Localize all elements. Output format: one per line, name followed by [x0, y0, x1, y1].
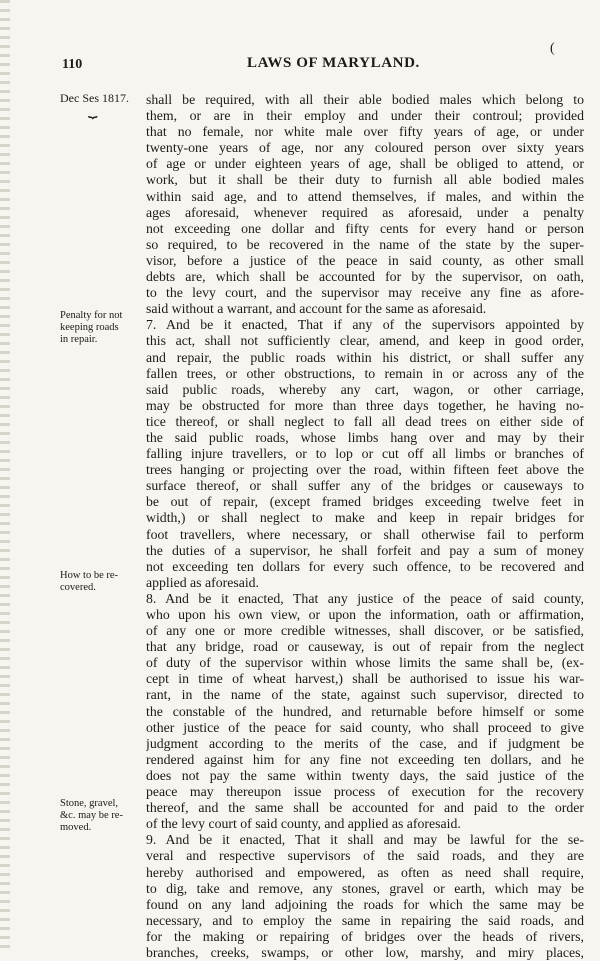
- text-line: for the making or repairing of bridges over the heads of rivers,: [146, 928, 584, 944]
- text-line: of duty of the supervisor within whose limits the same shall be, (ex-: [146, 655, 584, 671]
- text-line: foot travellers, where necessary, or shall otherwise fail to perform: [146, 526, 584, 542]
- margin-note-line: covered.: [60, 582, 96, 593]
- text-line: tice thereof, or shall neglect to fall all dead trees on either side of: [146, 413, 584, 429]
- margin-note-line: Stone, gravel,: [60, 798, 119, 809]
- text-line: to dig, take and remove, any stones, gravel or earth, which may be: [146, 880, 584, 896]
- binding-edge: [0, 0, 10, 951]
- text-line: 7. And be it enacted, That if any of the supervisors appointed by: [146, 317, 584, 333]
- text-line: and repair, the public roads within his district, or shall suffer any: [146, 349, 584, 365]
- text-line: to the levy court, and the supervisor may receive any fine as afore-: [146, 285, 584, 301]
- text-line: judgment according to the merits of the case, and if judgment be: [146, 735, 584, 751]
- text-line: that no female, nor white male over fifty years of age, or under: [146, 124, 584, 140]
- margin-note-line: Penalty for not: [60, 310, 123, 321]
- text-line: other justice of the peace for said county, who shall proceed to give: [146, 719, 584, 735]
- text-line: 8. And be it enacted, That any justice of the peace of said county,: [146, 590, 584, 606]
- text-line: so required, to be recovered in the name of the state by the super-: [146, 236, 584, 252]
- text-line: this act, shall not sufficiently clear, amend, and keep in good order,: [146, 333, 584, 349]
- text-line: not exceeding ten dollars for every such offence, to be recovered and: [146, 558, 584, 574]
- text-line: surface thereof, or shall suffer any of the bridges or causeways to: [146, 478, 584, 494]
- corner-mark: (: [550, 41, 555, 56]
- text-line: 9. And be it enacted, That it shall and may be lawful for the se-: [146, 832, 584, 848]
- page-number: 110: [62, 57, 83, 72]
- text-line: of any one or more credible witnesses, shall discover, or be satisfied,: [146, 623, 584, 639]
- text-line: necessary, and to employ the same in repairing the said roads, and: [146, 912, 584, 928]
- margin-note-line: How to be re-: [60, 570, 119, 581]
- text-line: work, but it shall be their duty to furnish all able bodied males: [146, 172, 584, 188]
- text-line: ages aforesaid, whenever required as aforesaid, under a penalty: [146, 204, 584, 220]
- text-line: branches, creeks, swamps, or other low, marshy, and miry places,: [146, 944, 584, 960]
- text-line: the constable of the hundred, and returnable before himself or some: [146, 703, 584, 719]
- margin-note-line: keeping roads: [60, 322, 119, 333]
- text-line: shall be required, with all their able bodied males which belong to: [146, 92, 584, 107]
- text-line: visor, before a justice of the peace in said county, as other small: [146, 252, 584, 268]
- text-line: does not pay the same within twenty days, the said justice of the: [146, 767, 584, 783]
- margin-session-note: [60, 91, 148, 118]
- margin-note-stone-gravel: [60, 798, 148, 834]
- text-line: cept in time of wheat harvest,) shall be authorised to issue his war-: [146, 671, 584, 687]
- margin-note-penalty: [60, 310, 148, 346]
- text-line: applied as aforesaid.: [146, 574, 260, 590]
- text-line: of the levy court of said county, and applied as aforesaid.: [146, 816, 461, 832]
- text-line: of age or under eighteen years of age, shall be obliged to attend, or: [146, 156, 584, 172]
- text-line: who upon his own view, or upon the information, oath or affirmation,: [146, 607, 584, 622]
- text-line: veral and respective supervisors of the said roads, and they are: [146, 848, 584, 864]
- text-line: thereof, and the same shall be accounted for and paid to the order: [146, 800, 584, 816]
- text-line: not exceeding one dollar and fifty cents for every hand or person: [146, 220, 584, 236]
- text-line: that any bridge, road or causeway, is out of repair from the neglect: [146, 639, 584, 655]
- text-line: within said age, and to attend themselves, if males, and within the: [146, 188, 584, 204]
- text-line: said public roads, whereby any cart, wagon, or other carriage,: [146, 381, 584, 397]
- text-line: rendered against him for any fine not exceeding ten dollars, and he: [146, 751, 584, 767]
- text-line: falling injure travellers, or to lop or cut off all limbs or branches of: [146, 446, 584, 462]
- margin-note-line: in repair.: [60, 334, 98, 345]
- brace-mark: ⏟: [88, 101, 98, 118]
- text-line: width,) or shall neglect to make and keep in repair bridges for: [146, 510, 584, 526]
- text-line: twenty-one years of age, nor any coloured person over sixty years: [146, 140, 584, 156]
- running-head: [62, 41, 582, 75]
- text-line: trees hanging or projecting over the road, within fifteen feet above the: [146, 462, 584, 478]
- margin-note-recovery: [60, 570, 148, 594]
- text-line: may be obstructed for more than three days together, he having no-: [146, 397, 584, 413]
- text-line: peace may thereupon issue process of execution for the recovery: [146, 784, 584, 800]
- text-line: said without a warrant, and account for the same as aforesaid.: [146, 301, 487, 317]
- margin-note-line: &c. may be re-: [60, 810, 123, 821]
- text-line: be out of repair, (except framed bridges exceeding twelve feet in: [146, 494, 584, 510]
- text-line: rant, in the name of the state, against such supervisor, directed to: [146, 687, 584, 703]
- text-line: debts are, which shall be accounted for by the supervisor, on oath,: [146, 269, 584, 285]
- text-line: hereby authorised and empowered, as often as need shall require,: [146, 864, 584, 880]
- text-line: found on any land adjoining the roads for which the same may be: [146, 896, 584, 912]
- statute-text: [146, 92, 584, 961]
- text-line: the said public roads, whose limbs hang over and may by their: [146, 429, 584, 445]
- text-line: fallen trees, or other obstructions, to remain in or across any of the: [146, 365, 584, 381]
- margin-note-line: moved.: [60, 822, 92, 833]
- session-label: Dec Ses 1817.: [60, 91, 129, 105]
- text-line: them, or are in their employ and under their controul; provided: [146, 108, 584, 124]
- text-line: the duties of a supervisor, he shall forfeit and pay a sum of money: [146, 542, 584, 558]
- page-header-title: LAWS OF MARYLAND.: [247, 55, 420, 71]
